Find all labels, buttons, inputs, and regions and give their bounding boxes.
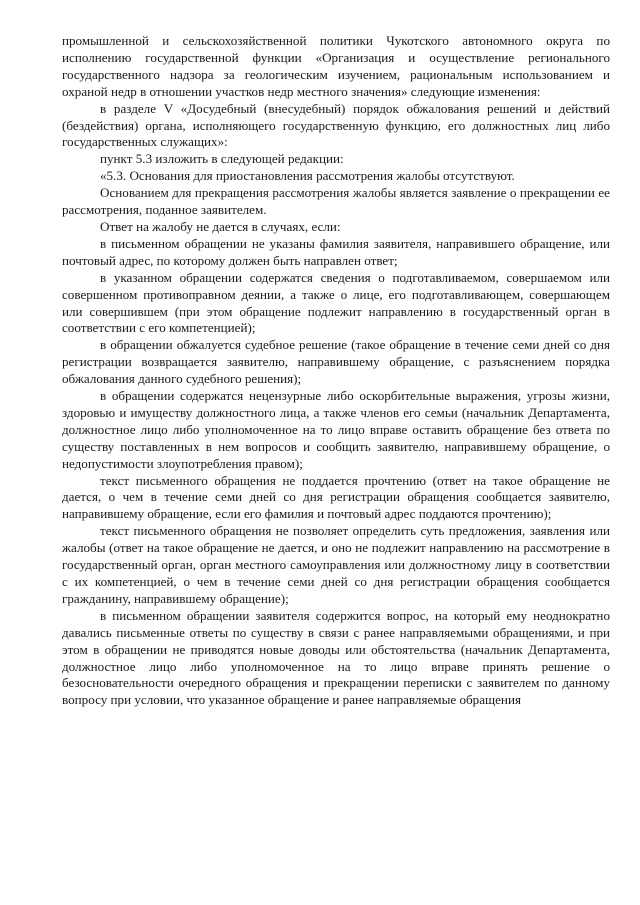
paragraph-case-obscene: в обращении содержатся нецензурные либо оскорбительные выражения, угрозы жизни, здоровью и имуществу должностного лица, а также членов его семьи (начальник Департамента, должностное лицо либо уполномоченное на то лицо вправе оставить обращение без ответа по существу поставленных в нем вопросов и сообщить заявителю, направившему обращение, о недопустимости злоупотребления правом); [62,388,610,471]
paragraph-case-unreadable: текст письменного обращения не поддается прочтению (ответ на такое обращение не дается, о чем в течение семи дней со дня регистрации обращения сообщается заявителю, направившему обращение, если его фамилия и почтовый адрес поддаются прочтению); [62,472,610,522]
paragraph-case-unlawful-act: в указанном обращении содержатся сведения о подготавливаемом, совершаемом или совершенном противоправном деянии, а также о лице, его подготавливающем, совершающем или совершившем (при этом обращение подлежит направлению в государственный орган в соответствии с его компетенцией); [62,269,610,336]
paragraph-case-unclear: текст письменного обращения не позволяет определить суть предложения, заявления или жалобы (ответ на такое обращение не дается, и оно не подлежит направлению на рассмотрение в государственный орган, орган местного самоуправления или должностному лицу в соответствии с их компетенцией, о чем в течение семи дней со дня регистрации обращения сообщается гражданину, направившему обращение); [62,523,610,606]
paragraph-point-5-3: пункт 5.3 изложить в следующей редакции: [100,151,344,167]
document-page [62,33,610,709]
paragraph-section-v: в разделе V «Досудебный (внесудебный) порядок обжалования решений и действий (бездействия) органа, исполняющего государственную функцию, его должностных лиц либо государственных служащих»: [62,100,610,150]
paragraph-case-repeated: в письменном обращении заявителя содержится вопрос, на который ему неоднократно давались письменные ответы по существу в связи с ранее направляемыми обращениями, и при этом в обращении не приводятся новые доводы или обстоятельства (начальник Департамента, должностное лицо либо уполномоченное на то лицо вправе принять решение о безосновательности очередного обращения и прекращении переписки с заявителем по данному вопросу при условии, что указанное обращение и ранее направляемые обращения [62,607,610,708]
paragraph-intro: промышленной и сельскохозяйственной политики Чукотского автономного округа по исполнению государственной функции «Организация и осуществление регионального государственного надзора за геологическим изучением, рациональным использованием и охраной недр в отношении участков недр местного значения» следующие изменения: [62,33,610,99]
paragraph-case-no-name: в письменном обращении не указаны фамилия заявителя, направившего обращение, или почтовый адрес, по которому должен быть направлен ответ; [62,235,610,268]
paragraph-case-court-decision: в обращении обжалуется судебное решение (такое обращение в течение семи дней со дня регистрации возвращается заявителю, направившему обращение, с разъяснением порядка обжалования данного судебного решения); [62,337,610,387]
paragraph-5-3-heading: «5.3. Основания для приостановления рассмотрения жалобы отсутствуют. [100,168,515,184]
paragraph-no-answer-cases: Ответ на жалобу не дается в случаях, если: [100,218,341,234]
paragraph-termination-basis: Основанием для прекращения рассмотрения жалобы является заявление о прекращении ее рассмотрения, поданное заявителем. [62,185,610,218]
